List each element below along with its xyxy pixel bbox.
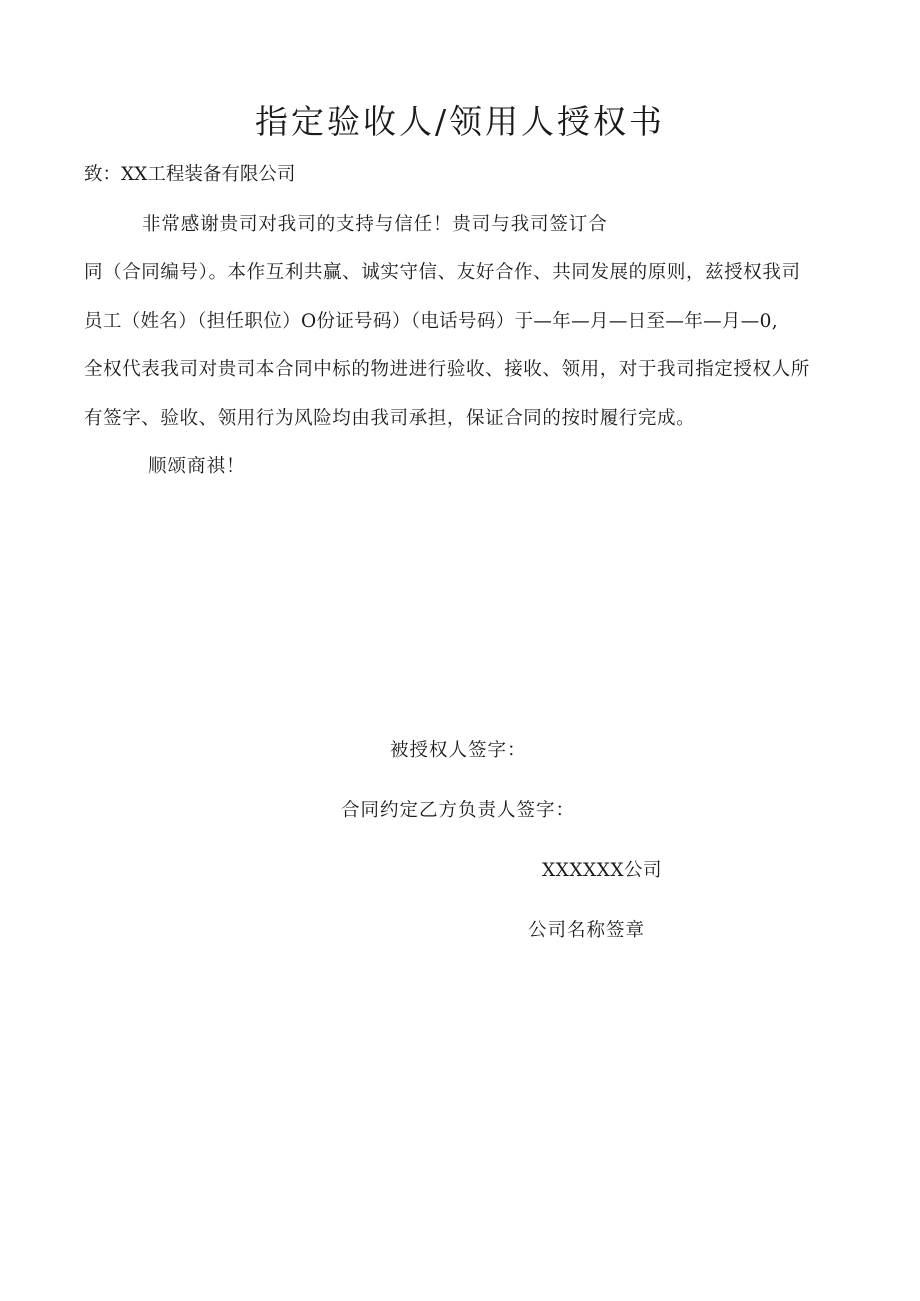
authorized-person-signature-label: 被授权人签字：: [390, 740, 527, 761]
document-title: 指定验收人/领用人授权书: [254, 102, 666, 141]
body-line-1: 非常感谢贵司对我司的支持与信任！贵司与我司签订合: [142, 214, 608, 235]
body-line-3: 员工（姓名）（担任职位）O份证号码）（电话号码）于—年—月—日至—年—月—0,: [84, 311, 778, 332]
body-line-4: 全权代表我司对贵司本合同中标的物进进行验收、接收、领用，对于我司指定授权人所: [84, 359, 810, 380]
body-line-5: 有签字、验收、领用行为风险均由我司承担，保证合同的按时履行完成。: [84, 408, 696, 429]
recipient-line: 致：XX工程装备有限公司: [84, 164, 296, 185]
company-seal-label: 公司名称签章: [528, 920, 646, 941]
body-line-2: 同（合同编号）。本作互利共赢、诚实守信、友好合作、共同发展的原则，兹授权我司: [84, 262, 801, 283]
closing-salutation: 顺颂商祺！: [148, 456, 246, 477]
company-name: XXXXXX公司: [542, 860, 663, 881]
party-b-representative-signature-label: 合同约定乙方负责人签字：: [341, 800, 576, 821]
